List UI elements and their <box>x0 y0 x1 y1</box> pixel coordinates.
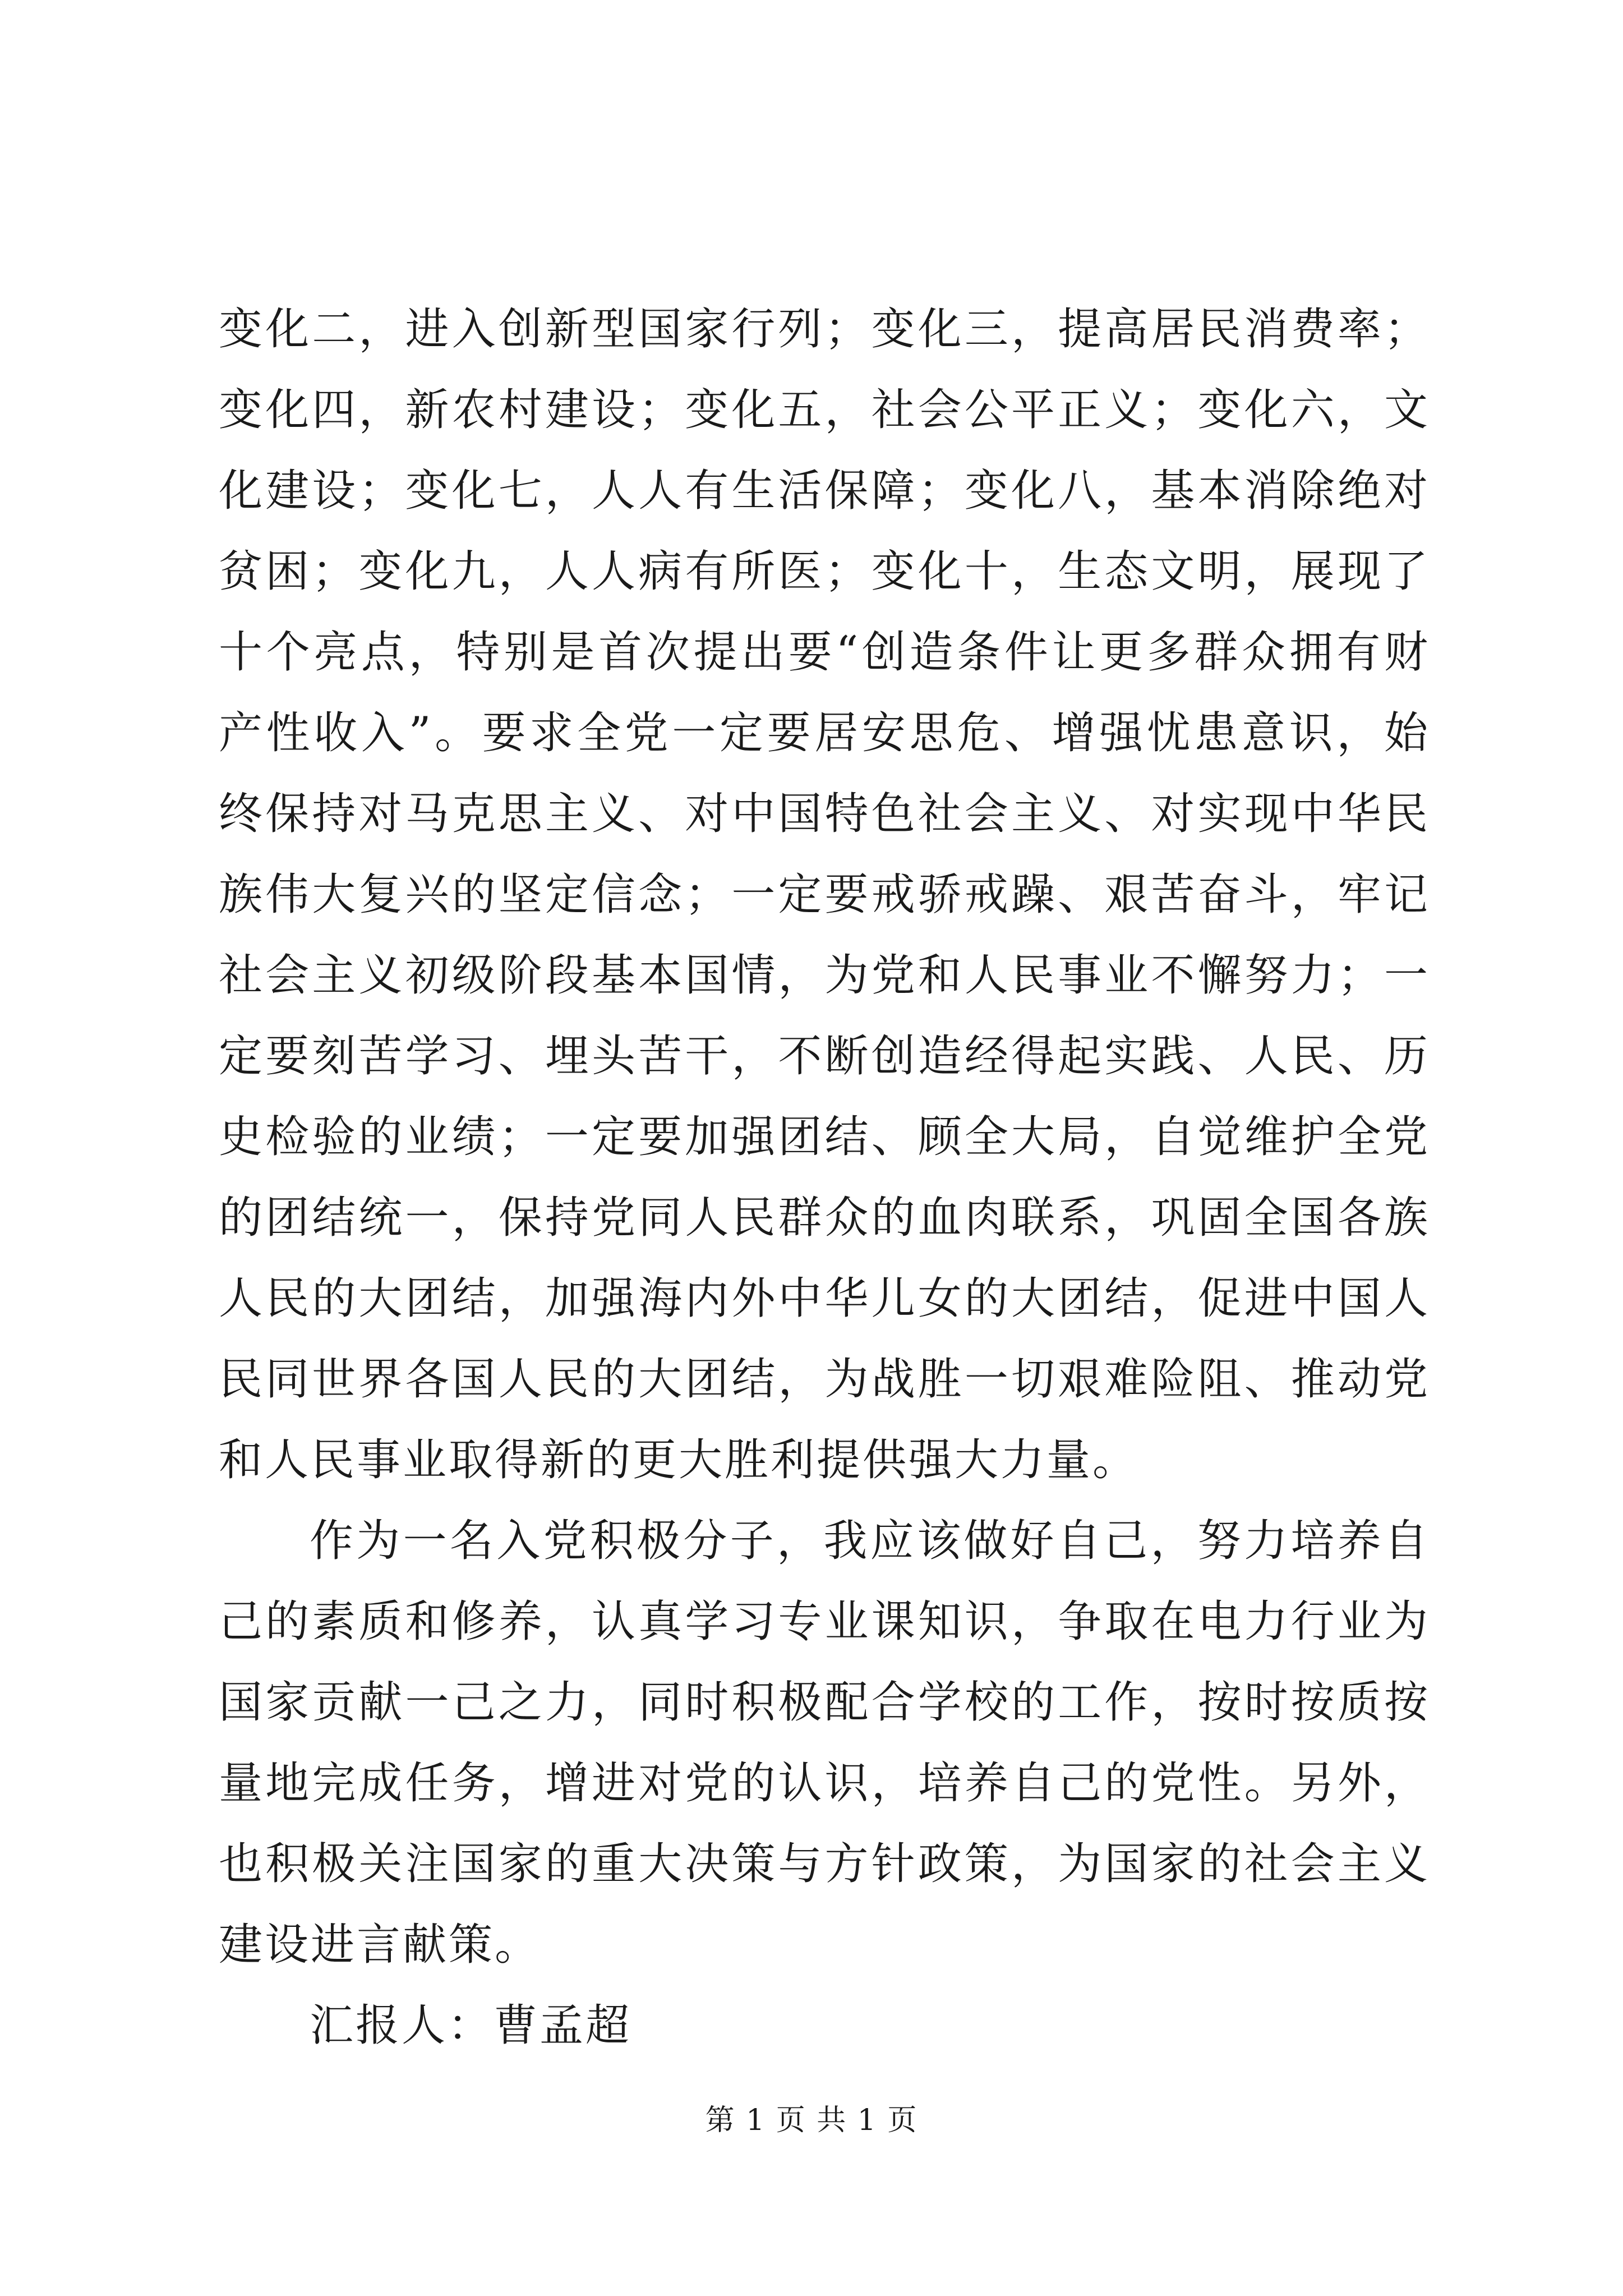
paragraph-personal-commitment: 作为一名入党积极分子，我应该做好自己，努力培养自己的素质和修养，认真学习专业课知识，争取在电力行业为国家贡献一己之力，同时积极配合学校的工作，按时按质按量地完成任务，增进对党的认识，培养自己的党性。另外，也积极关注国家的重大决策与方针政策，为国家的社会主义建设进言献策。 <box>219 1516 1430 1970</box>
document-body <box>219 289 1430 2066</box>
page-footer: 第 1 页 共 1 页 <box>705 2104 918 2137</box>
reporter-signature: 汇报人：曹孟超 <box>310 2000 632 2051</box>
paragraph-continuation: 变化二，进入创新型国家行列；变化三，提高居民消费率；变化四，新农村建设；变化五，社会公平正义；变化六，文化建设；变化七，人人有生活保障；变化八，基本消除绝对贫困；变化九，人人病有所医；变化十，生态文明，展现了十个亮点，特别是首次提出要“创造条件让更多群众拥有财产性收入”。要求全党一定要居安思危、增强忧患意识，始终保持对马克思主义、对中国特色社会主义、对实现中华民族伟大复兴的坚定信念；一定要戒骄戒躁、艰苦奋斗，牢记社会主义初级阶段基本国情，为党和人民事业不懈努力；一定要刻苦学习、埋头苦干，不断创造经得起实践、人民、历史检验的业绩；一定要加强团结、顾全大局，自觉维护全党的团结统一，保持党同人民群众的血肉联系，巩固全国各族人民的大团结，加强海内外中华儿女的大团结，促进中国人民同世界各国人民的大团结，为战胜一切艰难险阻、推动党和人民事业取得新的更大胜利提供强大力量。 <box>219 304 1430 1485</box>
